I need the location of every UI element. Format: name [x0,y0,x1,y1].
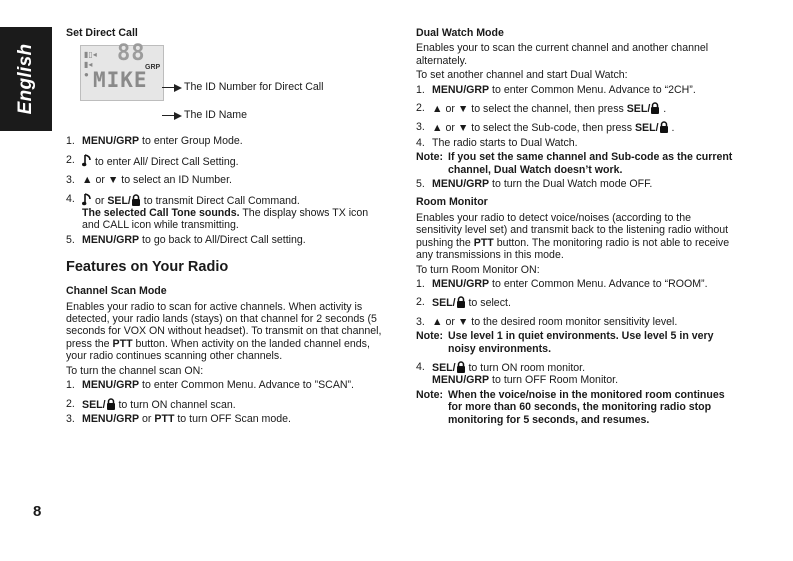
dual-watch-heading: Dual Watch Mode [416,27,504,39]
step-number: 5. [416,178,425,191]
sel-key: SEL/ [626,103,651,116]
lcd-grp-label: GRP [145,64,161,72]
step-text: to turn ON channel scan. [115,398,236,411]
paragraph-text: Enables your radio to scan for active channels. When activity is detected, your radio lands (stays) on that channel for 2 seconds (5 seconds for VOX ON without headset). To transmit on that channel, press the [66,300,382,350]
up-triangle-icon: ▲ [432,122,443,135]
room-monitor-intro: To turn Room Monitor ON: [416,263,540,276]
step-number: 2. [416,102,425,115]
paragraph-text: Enables your radio to detect voice/noises (according to the sensitivity level set) and transmit back to the listening radio without pushing the [416,211,729,249]
step-number: 3. [66,412,75,425]
lock-icon [131,194,141,206]
dual-watch-step-4 [416,137,738,149]
step-number: 1. [416,83,425,96]
step-number: 4. [66,192,75,205]
step-text: to select the Sub-code, then press [468,122,635,135]
right-column [416,27,738,426]
step-number: 1. [66,379,75,392]
step-number: 4. [416,136,425,149]
step-number: 3. [416,315,425,328]
lock-icon [106,398,116,410]
up-triangle-icon: ▲ [432,315,443,328]
paragraph-text: button. The monitoring radio is not able to receive any transmissions in this mode. [416,236,730,262]
step-text: to the desired room monitor sensitivity level. [468,315,678,328]
room-monitor-paragraph [416,212,738,262]
sel-key: SEL/ [634,122,659,135]
scan-step-2 [66,398,384,411]
step-number: 3. [66,174,75,187]
step-number: 2. [66,153,75,166]
step-number: 4. [416,360,425,373]
step-text: to select. [465,297,511,310]
step-extra-text: The display shows TX icon and CALL icon while transmitting. [82,207,369,232]
period-text: . [668,122,675,135]
language-tab [0,27,52,131]
room-monitor-note-1 [416,330,738,355]
note-label: Note: [416,388,444,401]
channel-scan-intro: To turn the channel scan ON: [66,364,204,377]
direct-call-step-2 [66,154,384,168]
lcd-digits: 88 [117,41,146,67]
menu-grp-key: MENU/GRP [82,379,140,392]
step-number: 2. [66,397,75,410]
sel-key: SEL/ [107,194,131,207]
language-tab-label: English [14,43,36,115]
step-number: 3. [416,121,425,134]
period-text: . [660,103,667,116]
ptt-key: PTT [112,337,133,350]
music-note-icon [82,193,92,206]
room-step-3 [416,316,738,328]
room-step-2 [416,296,738,309]
room-monitor-heading: Room Monitor [416,196,488,209]
call-tone-text: The selected Call Tone sounds. [82,207,240,220]
step-text: to enter All/ Direct Call Setting. [92,155,239,168]
arrow-right-icon [174,84,182,92]
dual-watch-note [416,151,738,176]
step-text: to transmit Direct Call Command. [140,194,300,207]
step-text: to select the channel, then press [468,103,627,116]
direct-call-step-3 [66,174,384,186]
step-text: The radio starts to Dual Watch. [432,136,578,149]
note-label: Note: [416,330,444,343]
lcd-display [80,41,164,101]
features-heading: Features on Your Radio [66,259,229,276]
scan-step-1 [66,379,384,391]
step-text: to enter Common Menu. Advance to “2CH”. [489,83,696,96]
channel-scan-paragraph [66,301,384,363]
down-triangle-icon: ▼ [107,174,119,187]
step-text: to enter Common Menu. Advance to ”SCAN”. [139,379,355,392]
paragraph-text: button. When activity on the landed channel ends, your radio continues scanning other channels. [66,337,370,363]
or-text: or [139,412,155,425]
music-note-icon [82,154,92,167]
lock-icon [456,296,466,308]
arrow-right-icon [174,112,182,120]
note-text: Use level 1 in quiet environments. Use level 5 in very noisy environments. [448,330,714,355]
dual-watch-step-5 [416,178,738,190]
step-number: 1. [416,277,425,290]
step-number: 1. [66,135,75,148]
step-number: 5. [66,233,75,246]
or-text: or [92,174,108,187]
step-text: to enter Group Mode. [139,135,243,148]
down-triangle-icon: ▼ [457,103,469,116]
down-triangle-icon: ▼ [457,315,469,328]
menu-grp-key: MENU/GRP [432,83,490,96]
set-direct-call-heading: Set Direct Call [66,27,138,39]
step-text: to turn the Dual Watch mode OFF. [489,178,653,191]
channel-scan-heading: Channel Scan Mode [66,285,167,298]
note-label: Note: [416,151,444,164]
step-text: to enter Common Menu. Advance to “ROOM”. [489,277,708,290]
scan-step-3 [66,413,384,425]
callout-id-number [162,81,324,93]
note-text: When the voice/noise in the monitored room continues for more than 60 seconds, the monitoring radio stop monitoring for 5 seconds, and resumes. [448,388,725,426]
left-column [66,27,384,425]
lcd-name: MIKE [93,68,148,93]
dual-watch-step-1 [416,84,738,96]
or-text: or [442,122,458,135]
step-text: to go back to All/Direct Call setting. [139,233,306,246]
callout-id-number-text: The ID Number for Direct Call [184,81,324,94]
ptt-key: PTT [473,236,494,249]
step-text: to turn OFF Room Monitor. [489,374,619,387]
lock-icon [456,361,466,373]
menu-grp-key: MENU/GRP [432,374,490,387]
direct-call-step-4 [66,193,384,232]
sel-key: SEL/ [82,398,106,411]
step-text: to select an ID Number. [118,174,232,187]
or-text: or [442,103,458,116]
room-step-4 [416,361,738,387]
lcd-figure [66,41,384,122]
up-triangle-icon: ▲ [82,174,93,187]
dual-watch-intro: To set another channel and start Dual Watch: [416,69,628,82]
direct-call-step-1 [66,135,384,147]
or-text: or [442,315,458,328]
menu-grp-key: MENU/GRP [82,412,140,425]
lcd-status-icons: ▮▯◂ ▮◂ ● [84,50,97,80]
note-text: If you set the same channel and Sub-code as the current channel, Dual Watch doesn’t work. [448,151,733,176]
or-text: or [92,194,108,207]
room-step-1 [416,278,738,290]
dual-watch-paragraph: Enables your to scan the current channel and another channel alternately. [416,42,709,67]
dual-watch-step-2 [416,102,738,115]
sel-key: SEL/ [432,297,456,310]
sel-key: SEL/ [432,361,456,374]
lock-icon [650,102,660,114]
menu-grp-key: MENU/GRP [432,277,490,290]
direct-call-step-5 [66,234,384,246]
up-triangle-icon: ▲ [432,103,443,116]
ptt-key: PTT [154,412,175,425]
callout-id-name-text: The ID Name [184,109,247,122]
step-number: 2. [416,296,425,309]
down-triangle-icon: ▼ [457,122,469,135]
menu-grp-key: MENU/GRP [82,233,140,246]
lock-icon [659,121,669,133]
step-text: to turn ON room monitor. [465,361,586,374]
menu-grp-key: MENU/GRP [432,178,490,191]
step-text: to turn OFF Scan mode. [174,412,291,425]
dual-watch-step-3 [416,121,738,134]
callout-id-name [162,109,247,121]
room-monitor-note-2 [416,389,738,426]
menu-grp-key: MENU/GRP [82,135,140,148]
page-number: 8 [33,503,42,520]
